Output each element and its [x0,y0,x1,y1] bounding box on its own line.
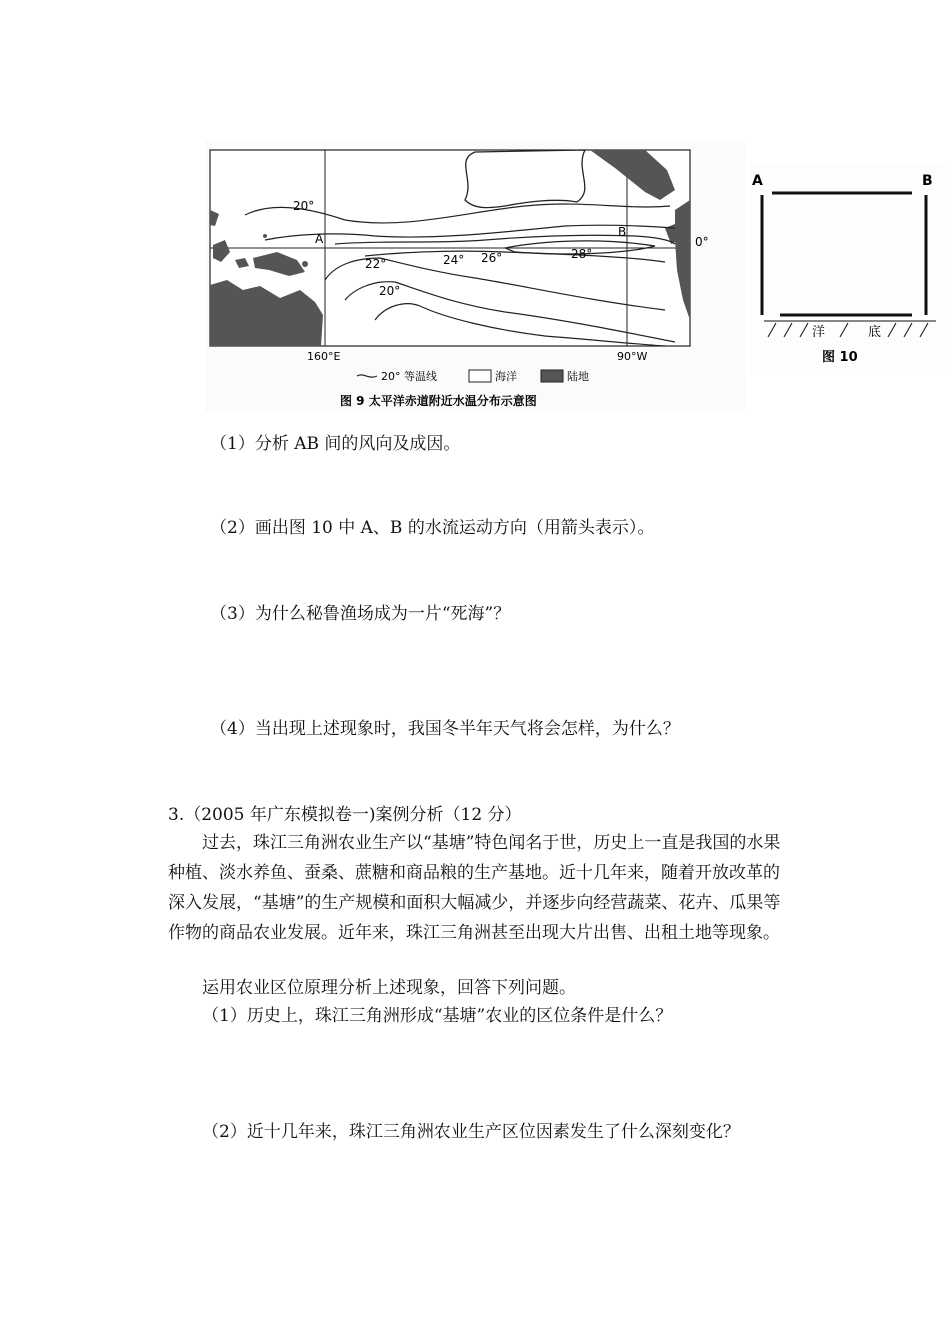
figure-10-diagram [750,165,945,370]
legend-ocean-symbol [469,370,491,382]
iso26-label: 26° [481,251,503,265]
section-3-question-2: （2）近十几年来，珠江三角洲农业生产区位因素发生了什么深刻变化？ [202,1122,740,1142]
iso24-label: 24° [443,253,465,267]
legend [357,369,589,383]
figure-10-caption: 图 10 [822,350,858,365]
iso20-south-label: 20° [379,284,401,298]
legend-land-symbol [541,370,563,382]
section-3-heading: 3.（2005 年广东模拟卷一)案例分析（12 分） [168,805,522,825]
fig10-seabed-char-2: 底 [868,325,882,340]
section-3-paragraph: 过去，珠江三角洲农业生产以“基塘”特色闻名于世，历史上一直是我国的水果种植、淡水养鱼、蚕桑、蔗糖和商品粮的生产基地。近十几年来，随着开放改革的深入发展，“基塘”的生产规模和面积大幅减少，并逐步向经营蔬菜、花卉、瓜果等作物的商品农业发展。近年来，珠江三角洲甚至出现大片出售、出租土地等现象。 [168,833,781,943]
section-3-instruction: 运用农业区位原理分析上述现象，回答下列问题。 [202,978,576,998]
legend-ocean-label: 海洋 [495,370,517,383]
section-3-question-1: （1）历史上，珠江三角洲形成“基塘”农业的区位条件是什么？ [202,1006,673,1026]
question-1-2: （2）画出图 10 中 A、B 的水流运动方向（用箭头表示）。 [210,518,655,538]
legend-land-label: 陆地 [567,370,589,383]
point-b-label: B [618,225,627,239]
point-a-label: A [315,232,324,246]
iso20-north-label: 20° [293,199,315,213]
iso28-label: 28° [571,247,593,261]
fig10-seabed-char-1: 洋 [812,325,826,340]
legend-isotherm-label: 20° 等温线 [381,370,437,383]
lon-160e-label: 160°E [307,350,341,363]
fig10-label-a: A [752,173,763,189]
question-1-1: （1）分析 AB 间的风向及成因。 [210,434,461,454]
figure-9-caption: 图 9 太平洋赤道附近水温分布示意图 [340,394,537,408]
figure-9-map [205,140,745,412]
lon-90w-label: 90°W [617,350,648,363]
fig10-label-b: B [922,173,933,189]
question-1-4: （4）当出现上述现象时，我国冬半年天气将会怎样，为什么？ [210,719,680,739]
equator-label: 0° [695,235,709,249]
iso22-label: 22° [365,257,387,271]
figure-10 [750,165,945,370]
question-1-3: （3）为什么秘鲁渔场成为一片“死海”？ [210,604,511,624]
figure-9 [205,140,745,412]
